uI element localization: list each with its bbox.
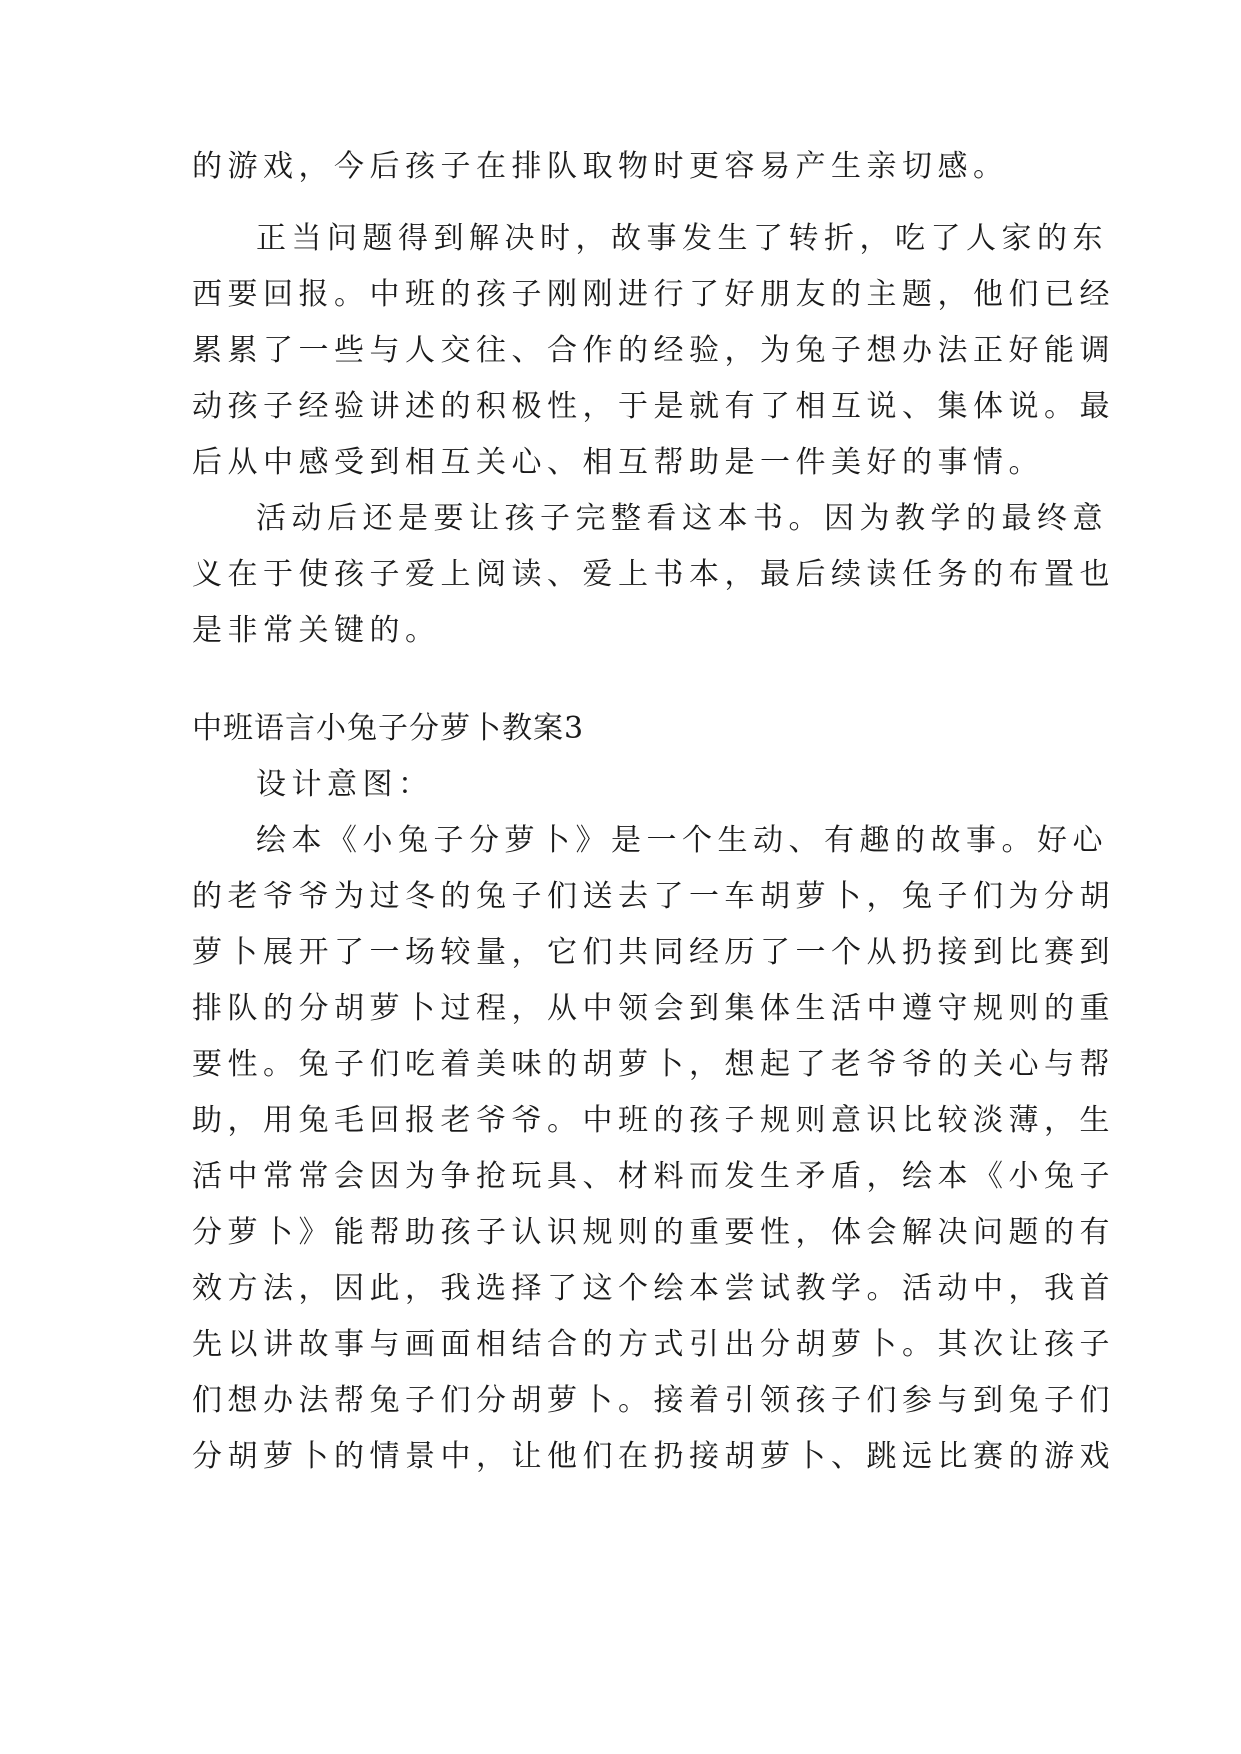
paragraph-line: 活中常常会因为争抢玩具、材料而发生矛盾，绘本《小兔子 (192, 1159, 1115, 1194)
paragraph-line: 的游戏，今后孩子在排队取物时更容易产生亲切感。 (192, 149, 1009, 184)
paragraph-line: 先以讲故事与画面相结合的方式引出分胡萝卜。其次让孩子 (192, 1327, 1115, 1362)
paragraph-line: 分萝卜》能帮助孩子认识规则的重要性，体会解决问题的有 (192, 1215, 1115, 1250)
paragraph-line: 义在于使孩子爱上阅读、爱上书本，最后续读任务的布置也 (192, 557, 1115, 592)
paragraph-line: 动孩子经验讲述的积极性，于是就有了相互说、集体说。最 (192, 389, 1115, 424)
paragraph-line: 分胡萝卜的情景中，让他们在扔接胡萝卜、跳远比赛的游戏 (192, 1439, 1115, 1474)
paragraph-line: 效方法，因此，我选择了这个绘本尝试教学。活动中，我首 (192, 1271, 1115, 1306)
paragraph-line: 助，用兔毛回报老爷爷。中班的孩子规则意识比较淡薄，生 (192, 1103, 1115, 1138)
paragraph-line: 绘本《小兔子分萝卜》是一个生动、有趣的故事。好心 (256, 823, 1108, 858)
paragraph-line: 要性。兔子们吃着美味的胡萝卜，想起了老爷爷的关心与帮 (192, 1047, 1115, 1082)
paragraph-line: 排队的分胡萝卜过程，从中领会到集体生活中遵守规则的重 (192, 991, 1115, 1026)
paragraph-line: 正当问题得到解决时，故事发生了转折，吃了人家的东 (256, 221, 1108, 256)
paragraph-line: 累累了一些与人交往、合作的经验，为兔子想办法正好能调 (192, 333, 1115, 368)
paragraph-line: 西要回报。中班的孩子刚刚进行了好朋友的主题，他们已经 (192, 277, 1115, 312)
paragraph-line: 是非常关键的。 (192, 613, 441, 648)
subheading: 设计意图： (256, 767, 434, 802)
paragraph-line: 的老爷爷为过冬的兔子们送去了一车胡萝卜，兔子们为分胡 (192, 879, 1115, 914)
paragraph-line: 活动后还是要让孩子完整看这本书。因为教学的最终意 (256, 501, 1108, 536)
paragraph-line: 后从中感受到相互关心、相互帮助是一件美好的事情。 (192, 445, 1044, 480)
paragraph-line: 萝卜展开了一场较量，它们共同经历了一个从扔接到比赛到 (192, 935, 1115, 970)
paragraph-line: 们想办法帮兔子们分胡萝卜。接着引领孩子们参与到兔子们 (192, 1383, 1115, 1418)
section-heading: 中班语言小兔子分萝卜教案3 (192, 711, 585, 746)
